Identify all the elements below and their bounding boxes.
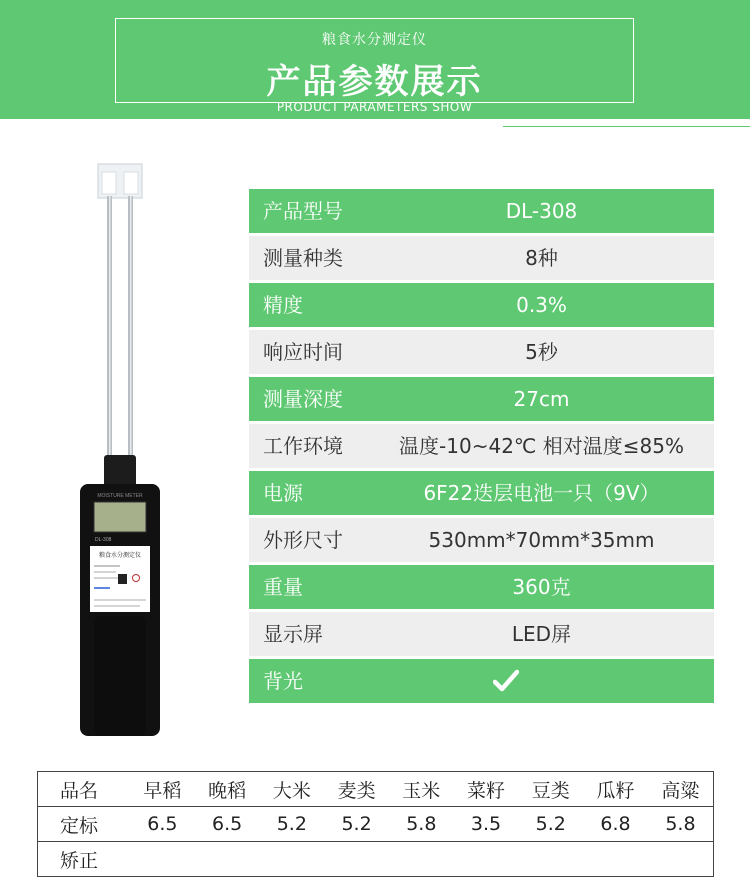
header-top-label: 粮食水分测定仪 <box>312 29 437 49</box>
table-cell: 5.2 <box>518 807 583 842</box>
table-cell <box>259 842 324 877</box>
table-cell: 5.8 <box>648 807 714 842</box>
param-row <box>249 236 714 280</box>
param-row <box>249 330 714 374</box>
calib-value-row <box>38 807 714 842</box>
table-cell: 高粱 <box>648 772 714 807</box>
param-row <box>249 424 714 468</box>
table-cell: 3.5 <box>454 807 519 842</box>
decorative-divider <box>503 126 750 127</box>
table-cell: 早稻 <box>130 772 195 807</box>
params-table <box>249 189 714 706</box>
param-label: 背光 <box>263 669 303 693</box>
param-label: 响应时间 <box>263 340 343 364</box>
page-subtitle: PRODUCT PARAMETERS SHOW <box>276 100 473 114</box>
param-row <box>249 659 714 703</box>
table-cell <box>389 842 454 877</box>
param-label: 外形尺寸 <box>263 528 343 552</box>
table-cell <box>518 842 583 877</box>
table-cell: 瓜籽 <box>583 772 648 807</box>
check-icon <box>493 669 519 693</box>
table-cell: 6.5 <box>195 807 260 842</box>
power-button <box>118 574 127 584</box>
table-cell <box>195 842 260 877</box>
moisture-meter-image <box>70 150 230 750</box>
table-cell: 5.8 <box>389 807 454 842</box>
table-cell <box>454 842 519 877</box>
calib-header-row <box>38 772 714 807</box>
model-text: DL-308 <box>95 537 112 543</box>
param-label: 测量种类 <box>263 246 343 270</box>
param-row <box>249 377 714 421</box>
table-cell <box>324 842 389 877</box>
param-row <box>249 612 714 656</box>
table-cell <box>583 842 648 877</box>
param-value: DL-308 <box>505 199 578 223</box>
param-row <box>249 283 714 327</box>
table-cell: 晚稻 <box>195 772 260 807</box>
calib-correction-row <box>38 842 714 877</box>
table-cell: 豆类 <box>518 772 583 807</box>
table-cell <box>648 842 714 877</box>
probe-tip-right <box>124 172 138 194</box>
param-value: 温度-10~42℃ 相对温度≤85% <box>399 434 684 458</box>
param-row <box>249 189 714 233</box>
param-label: 重量 <box>263 575 303 599</box>
table-cell: 矫正 <box>38 842 131 877</box>
param-value: 530mm*70mm*35mm <box>428 528 655 552</box>
table-cell: 6.5 <box>130 807 195 842</box>
table-cell: 6.8 <box>583 807 648 842</box>
table-cell: 定标 <box>38 807 131 842</box>
brand-text: MOISTURE METER <box>97 493 143 499</box>
table-cell: 玉米 <box>389 772 454 807</box>
param-value: 0.3% <box>516 293 567 317</box>
param-label: 测量深度 <box>263 387 343 411</box>
probe-tip-left <box>102 172 116 194</box>
param-label: 工作环境 <box>263 434 343 458</box>
calibration-table <box>37 771 714 877</box>
table-cell <box>130 842 195 877</box>
header-frame <box>115 18 634 114</box>
param-value: 27cm <box>513 387 570 411</box>
param-row <box>249 565 714 609</box>
panel-title: 粮食水分测定仪 <box>98 552 142 559</box>
table-cell: 品名 <box>38 772 131 807</box>
param-row <box>249 518 714 562</box>
param-label: 电源 <box>263 481 303 505</box>
param-label: 精度 <box>263 293 303 317</box>
param-value: 8种 <box>525 246 558 270</box>
param-value: 5秒 <box>525 340 558 364</box>
param-label: 产品型号 <box>263 199 343 223</box>
page-title: 产品参数展示 <box>266 62 483 102</box>
param-label: 显示屏 <box>263 622 323 646</box>
param-value: LED屏 <box>511 622 572 646</box>
table-cell: 菜籽 <box>454 772 519 807</box>
header-banner <box>0 0 750 119</box>
table-cell: 麦类 <box>324 772 389 807</box>
table-cell: 5.2 <box>324 807 389 842</box>
param-value: 360克 <box>512 575 571 599</box>
param-value: 6F22迭层电池一只（9V） <box>423 481 660 505</box>
meter-handle <box>94 616 146 736</box>
lcd-display <box>94 502 146 532</box>
table-cell: 大米 <box>259 772 324 807</box>
param-row <box>249 471 714 515</box>
table-cell: 5.2 <box>259 807 324 842</box>
